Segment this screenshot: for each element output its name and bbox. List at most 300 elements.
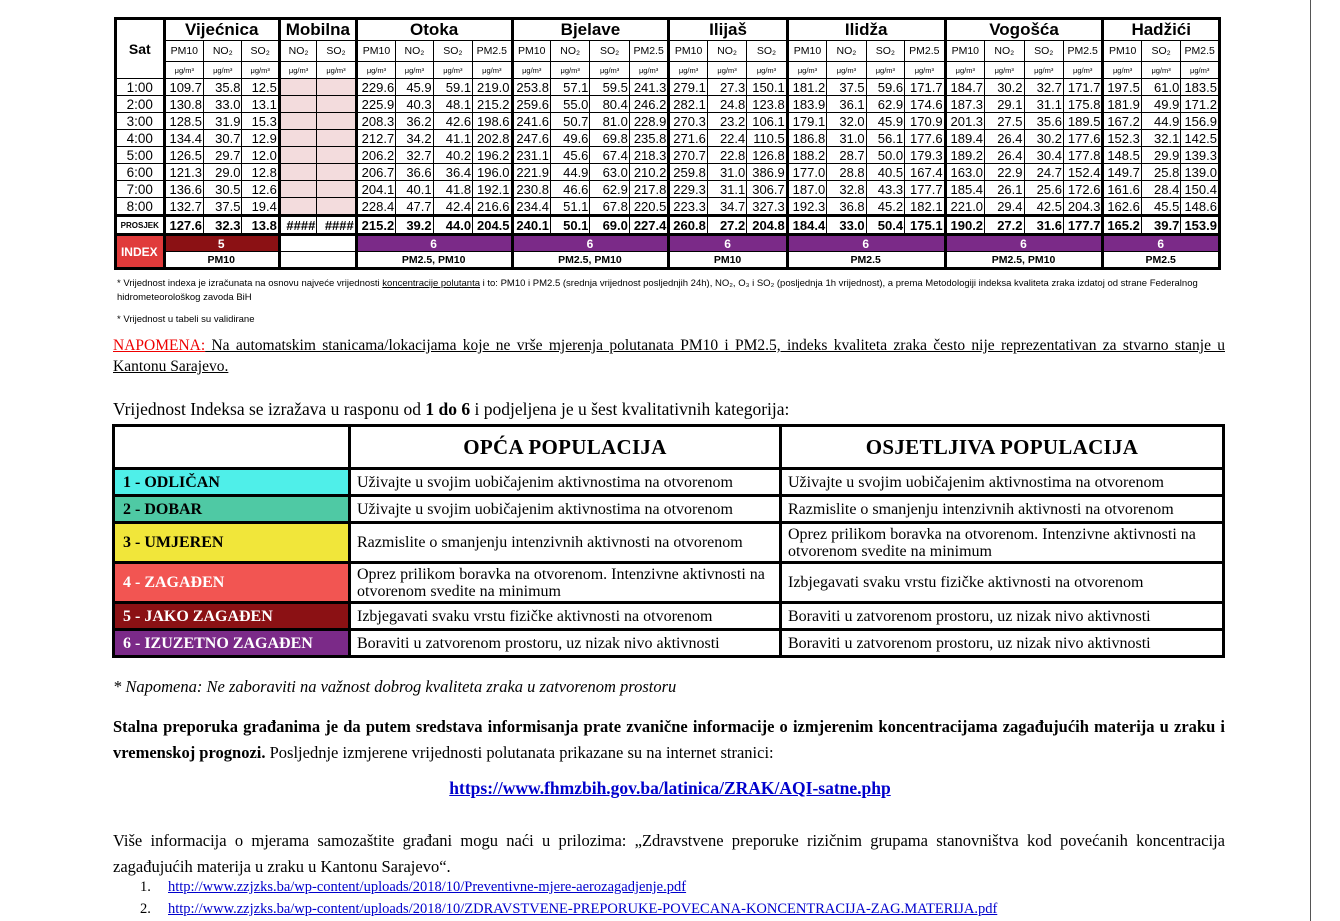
- average-cell: 27.2: [985, 216, 1024, 235]
- value-cell: 24.8: [707, 96, 746, 113]
- average-cell: 153.9: [1181, 216, 1220, 235]
- value-cell: 27.5: [985, 113, 1024, 130]
- value-cell: 25.8: [1141, 164, 1180, 181]
- value-cell: 22.4: [707, 130, 746, 147]
- table-row: [116, 113, 1220, 130]
- value-cell: 282.1: [669, 96, 707, 113]
- sensitive-population-header: OSJETLJIVA POPULACIJA: [781, 426, 1224, 469]
- value-cell: 241.6: [512, 113, 550, 130]
- value-cell: 270.7: [669, 147, 707, 164]
- unit-header: μg/m³: [433, 62, 472, 79]
- unit-header: μg/m³: [629, 62, 669, 79]
- value-cell: 59.1: [433, 79, 472, 96]
- index-calculation-note: * Vrijednost indexa je izračunata na osnovu najveće vrijednosti koncentracije polutanta i to: PM10 i PM2.5 (srednja vrijednost posljednjih 24h), NO₂, O₃ i SO₂ (posljednja 1h vrijednost), a prema Metodologiji indeksa kvaliteta zraka izdatoj od strane Federalnog hidrometeorološkog zavoda BiH: [117, 278, 1198, 303]
- value-cell: 49.9: [1141, 96, 1180, 113]
- value-cell: 198.6: [473, 113, 512, 130]
- value-cell: 132.7: [164, 198, 203, 216]
- value-cell: 33.0: [204, 96, 242, 113]
- category-label: 2 - DOBAR: [114, 496, 350, 523]
- measurements-body: [116, 79, 1220, 269]
- unit-header: μg/m³: [787, 62, 826, 79]
- pollutant-header: NO₂: [707, 41, 746, 62]
- station-name: Hadžići: [1103, 19, 1220, 41]
- index-row: [116, 235, 1220, 252]
- value-cell: 279.1: [669, 79, 707, 96]
- value-cell: 59.6: [866, 79, 904, 96]
- value-cell: 179.1: [787, 113, 826, 130]
- index-pollutant: PM2.5, PM10: [356, 252, 512, 269]
- value-cell: 185.4: [945, 181, 984, 198]
- unit-header: μg/m³: [590, 62, 629, 79]
- value-cell: 46.6: [550, 181, 589, 198]
- value-cell: 189.5: [1063, 113, 1102, 130]
- station-header-row: [116, 19, 1220, 41]
- hour-header: Sat: [116, 19, 165, 79]
- value-cell: 175.8: [1063, 96, 1102, 113]
- value-cell: 148.5: [1103, 147, 1141, 164]
- value-cell: 171.2: [1181, 96, 1220, 113]
- value-cell: 123.8: [747, 96, 788, 113]
- value-cell: [279, 164, 316, 181]
- category-row: [114, 523, 1224, 563]
- unit-header: μg/m³: [204, 62, 242, 79]
- value-cell: 221.0: [945, 198, 984, 216]
- index-pollutant: PM2.5, PM10: [512, 252, 669, 269]
- value-cell: 42.6: [433, 113, 472, 130]
- value-cell: 41.8: [433, 181, 472, 198]
- value-cell: 57.1: [550, 79, 589, 96]
- pollutant-header: SO₂: [1141, 41, 1180, 62]
- unit-header: μg/m³: [512, 62, 550, 79]
- pollutant-header: PM2.5: [1181, 41, 1220, 62]
- value-cell: 139.0: [1181, 164, 1220, 181]
- value-cell: 56.1: [866, 130, 904, 147]
- category-label: 1 - ODLIČAN: [114, 469, 350, 496]
- category-header-row: [114, 426, 1224, 469]
- pollutant-header: PM10: [1103, 41, 1141, 62]
- index-range-intro: Vrijednost Indeksa se izražava u rasponu od 1 do 6 i podjeljena je u šest kvalitativnih kategorija:: [113, 399, 790, 419]
- general-advice: Uživajte u svojim uobičajenim aktivnostima na otvorenom: [350, 469, 781, 496]
- category-label: 4 - ZAGAĐEN: [114, 563, 350, 603]
- value-cell: 130.8: [164, 96, 203, 113]
- value-cell: 206.7: [356, 164, 395, 181]
- value-cell: 31.9: [204, 113, 242, 130]
- pollutant-header: PM10: [164, 41, 203, 62]
- value-cell: 24.7: [1024, 164, 1063, 181]
- value-cell: 177.6: [905, 130, 945, 147]
- value-cell: 28.7: [827, 147, 866, 164]
- general-advice: Boraviti u zatvorenom prostoru, uz nizak nivo aktivnosti: [350, 630, 781, 657]
- value-cell: 12.5: [242, 79, 279, 96]
- pollutant-header: SO₂: [1024, 41, 1063, 62]
- value-cell: [317, 96, 356, 113]
- preventive-measures-link[interactable]: http://www.zzjzks.ba/wp-content/uploads/2018/10/Preventivne-mjere-aerozagadjenje.pdf: [168, 879, 687, 895]
- value-cell: 109.7: [164, 79, 203, 96]
- validation-note: * Vrijednost u tabeli su validirane: [117, 314, 255, 325]
- unit-header: μg/m³: [1181, 62, 1220, 79]
- value-cell: 26.4: [985, 130, 1024, 147]
- health-recommendations-link[interactable]: http://www.zzjzks.ba/wp-content/uploads/2018/10/ZDRAVSTVENE-PREPORUKE-POVECANA-KONCENTRACIJA-ZAG.MATERIJA.pdf: [168, 901, 998, 917]
- value-cell: 188.2: [787, 147, 826, 164]
- value-cell: 170.9: [905, 113, 945, 130]
- value-cell: 28.4: [1141, 181, 1180, 198]
- value-cell: 259.6: [512, 96, 550, 113]
- value-cell: 55.0: [550, 96, 589, 113]
- average-cell: 184.4: [787, 216, 826, 235]
- value-cell: 210.2: [629, 164, 669, 181]
- value-cell: [317, 113, 356, 130]
- value-cell: 246.2: [629, 96, 669, 113]
- value-cell: 81.0: [590, 113, 629, 130]
- pollutant-header: NO₂: [827, 41, 866, 62]
- hour-cell: 6:00: [116, 164, 165, 181]
- table-row: [116, 164, 1220, 181]
- value-cell: [317, 79, 356, 96]
- value-cell: 149.7: [1103, 164, 1141, 181]
- index-value: [279, 235, 356, 252]
- value-cell: 36.1: [827, 96, 866, 113]
- station-name: Mobilna: [279, 19, 356, 41]
- value-cell: 31.0: [707, 164, 746, 181]
- category-table: [112, 424, 1225, 658]
- value-cell: 152.3: [1103, 130, 1141, 147]
- value-cell: 221.9: [512, 164, 550, 181]
- unit-header: μg/m³: [669, 62, 707, 79]
- value-cell: 183.9: [787, 96, 826, 113]
- unit-header: μg/m³: [1063, 62, 1102, 79]
- value-cell: 32.8: [827, 181, 866, 198]
- value-cell: 36.8: [827, 198, 866, 216]
- value-cell: 50.0: [866, 147, 904, 164]
- value-cell: 29.4: [985, 198, 1024, 216]
- table-row: [116, 79, 1220, 96]
- value-cell: 201.3: [945, 113, 984, 130]
- value-cell: 31.1: [1024, 96, 1063, 113]
- average-cell: 33.0: [827, 216, 866, 235]
- value-cell: 50.7: [550, 113, 589, 130]
- hour-cell: 4:00: [116, 130, 165, 147]
- value-cell: 40.2: [433, 147, 472, 164]
- pollutant-header: PM2.5: [629, 41, 669, 62]
- value-cell: 34.2: [396, 130, 433, 147]
- value-cell: 37.5: [204, 198, 242, 216]
- value-cell: 206.2: [356, 147, 395, 164]
- value-cell: 126.8: [747, 147, 788, 164]
- value-cell: 62.9: [590, 181, 629, 198]
- value-cell: 40.3: [396, 96, 433, 113]
- value-cell: 22.9: [985, 164, 1024, 181]
- general-advice: Uživajte u svojim uobičajenim aktivnostima na otvorenom: [350, 496, 781, 523]
- value-cell: 229.3: [669, 181, 707, 198]
- average-cell: 204.5: [473, 216, 512, 235]
- value-cell: 36.4: [433, 164, 472, 181]
- value-cell: 215.2: [473, 96, 512, 113]
- value-cell: 142.5: [1181, 130, 1220, 147]
- list-item: 2. http://www.zzjzks.ba/wp-content/uploads/2018/10/ZDRAVSTVENE-PREPORUKE-POVECANA-KONCENTRACIJA-ZAG.MATERIJA.pdf: [140, 901, 998, 917]
- unit-header: μg/m³: [279, 62, 316, 79]
- sensitive-advice: Boraviti u zatvorenom prostoru, uz nizak nivo aktivnosti: [781, 630, 1224, 657]
- average-cell: 227.4: [629, 216, 669, 235]
- value-cell: 186.8: [787, 130, 826, 147]
- table-row: [116, 130, 1220, 147]
- value-cell: 220.5: [629, 198, 669, 216]
- value-cell: 187.0: [787, 181, 826, 198]
- napomena-text: Na automatskim stanicama/lokacijama koje ne vrše mjerenja polutanata PM10 i PM2.5, indeks kvaliteta zraka često nije reprezentativan za stvarno stanje u Kantonu Sarajevo.: [113, 337, 1225, 375]
- value-cell: [279, 79, 316, 96]
- value-cell: 218.3: [629, 147, 669, 164]
- sensitive-advice: Boraviti u zatvorenom prostoru, uz nizak nivo aktivnosti: [781, 603, 1224, 630]
- value-cell: 156.9: [1181, 113, 1220, 130]
- index-pollutant: PM2.5: [787, 252, 945, 269]
- index-value: 6: [787, 235, 945, 252]
- value-cell: 30.2: [985, 79, 1024, 96]
- value-cell: 63.0: [590, 164, 629, 181]
- average-cell: 31.6: [1024, 216, 1063, 235]
- value-cell: 26.1: [985, 181, 1024, 198]
- index-pollutant: [279, 252, 356, 269]
- index-value: 6: [512, 235, 669, 252]
- index-label: INDEX: [116, 235, 165, 269]
- value-cell: 69.8: [590, 130, 629, 147]
- value-cell: 270.3: [669, 113, 707, 130]
- index-value: 6: [945, 235, 1103, 252]
- value-cell: 37.5: [827, 79, 866, 96]
- value-cell: 171.7: [1063, 79, 1102, 96]
- value-cell: 15.3: [242, 113, 279, 130]
- value-cell: 12.0: [242, 147, 279, 164]
- pollutant-header: PM2.5: [905, 41, 945, 62]
- station-name: Bjelave: [512, 19, 669, 41]
- value-cell: 30.5: [204, 181, 242, 198]
- pollutant-header: SO₂: [242, 41, 279, 62]
- value-cell: 128.5: [164, 113, 203, 130]
- unit-header: μg/m³: [985, 62, 1024, 79]
- value-cell: 183.5: [1181, 79, 1220, 96]
- index-pollutant: PM2.5: [1103, 252, 1220, 269]
- empty-header-cell: [114, 426, 350, 469]
- pollutant-header: PM10: [945, 41, 984, 62]
- value-cell: 36.2: [396, 113, 433, 130]
- average-cell: 69.0: [590, 216, 629, 235]
- hour-cell: 1:00: [116, 79, 165, 96]
- value-cell: [317, 164, 356, 181]
- value-cell: 45.6: [550, 147, 589, 164]
- value-cell: 61.0: [1141, 79, 1180, 96]
- value-cell: [279, 130, 316, 147]
- value-cell: 45.9: [396, 79, 433, 96]
- value-cell: 230.8: [512, 181, 550, 198]
- value-cell: 192.1: [473, 181, 512, 198]
- pollutant-header: NO₂: [279, 41, 316, 62]
- aqi-link[interactable]: https://www.fhmzbih.gov.ba/latinica/ZRAK/AQI-satne.php: [449, 778, 891, 798]
- value-cell: 40.5: [866, 164, 904, 181]
- value-cell: 223.3: [669, 198, 707, 216]
- value-cell: 171.7: [905, 79, 945, 96]
- value-cell: 216.6: [473, 198, 512, 216]
- more-info-paragraph: Više informacija o mjerama samozaštite građani mogu naći u prilozima: „Zdravstvene preporuke rizičnim grupama stanovništva kod povećanih koncentracija zagađujućih materija u zraku u Kantonu Sarajevo“.: [113, 831, 1225, 876]
- station-name: Ilijaš: [669, 19, 787, 41]
- value-cell: 231.1: [512, 147, 550, 164]
- sensitive-advice: Oprez prilikom boravka na otvorenom. Intenzivne aktivnosti na otvorenom svedite na minimum: [781, 523, 1224, 563]
- index-value: 6: [669, 235, 787, 252]
- pollutant-header: NO₂: [204, 41, 242, 62]
- index-pollutant: PM10: [669, 252, 787, 269]
- value-cell: 45.2: [866, 198, 904, 216]
- value-cell: 30.2: [1024, 130, 1063, 147]
- hour-cell: 5:00: [116, 147, 165, 164]
- value-cell: [279, 147, 316, 164]
- value-cell: 29.0: [204, 164, 242, 181]
- value-cell: 19.4: [242, 198, 279, 216]
- general-population-header: OPĆA POPULACIJA: [350, 426, 781, 469]
- unit-header: μg/m³: [164, 62, 203, 79]
- pollutant-header: NO₂: [985, 41, 1024, 62]
- value-cell: 32.7: [396, 147, 433, 164]
- value-cell: 12.8: [242, 164, 279, 181]
- value-cell: 306.7: [747, 181, 788, 198]
- value-cell: 152.4: [1063, 164, 1102, 181]
- unit-header: μg/m³: [905, 62, 945, 79]
- pollutant-header: SO₂: [747, 41, 788, 62]
- value-cell: 121.3: [164, 164, 203, 181]
- value-cell: 228.9: [629, 113, 669, 130]
- value-cell: 136.6: [164, 181, 203, 198]
- index-value: 6: [1103, 235, 1220, 252]
- value-cell: 192.3: [787, 198, 826, 216]
- value-cell: 35.8: [204, 79, 242, 96]
- general-advice: Razmislite o smanjenju intenzivnih aktivnosti na otvorenom: [350, 523, 781, 563]
- value-cell: 174.6: [905, 96, 945, 113]
- value-cell: 181.9: [1103, 96, 1141, 113]
- general-advice: Izbjegavati svaku vrstu fizičke aktivnosti na otvorenom: [350, 603, 781, 630]
- value-cell: 189.2: [945, 147, 984, 164]
- value-cell: 167.4: [905, 164, 945, 181]
- average-label: PROSJEK: [116, 216, 165, 235]
- value-cell: 228.4: [356, 198, 395, 216]
- value-cell: 187.3: [945, 96, 984, 113]
- value-cell: 197.5: [1103, 79, 1141, 96]
- unit-header: μg/m³: [747, 62, 788, 79]
- average-cell: 165.2: [1103, 216, 1141, 235]
- hour-cell: 7:00: [116, 181, 165, 198]
- value-cell: 31.0: [827, 130, 866, 147]
- value-cell: 44.9: [1141, 113, 1180, 130]
- value-cell: 25.6: [1024, 181, 1063, 198]
- recommendation-paragraph: Stalna preporuka građanima je da putem sredstava informisanja prate zvanične informacije o izmjerenim koncentracijama zagađujućih materija u zraku i vremenskoj prognozi. Posljednje izmjerene vrijednosti polutanata prikazane su na internet stranici:: [113, 717, 1225, 762]
- average-cell: 190.2: [945, 216, 984, 235]
- value-cell: 235.8: [629, 130, 669, 147]
- average-cell: 27.2: [707, 216, 746, 235]
- unit-header: μg/m³: [1103, 62, 1141, 79]
- value-cell: 80.4: [590, 96, 629, 113]
- unit-header: μg/m³: [866, 62, 904, 79]
- value-cell: 181.2: [787, 79, 826, 96]
- page-edge: [1310, 0, 1311, 921]
- value-cell: 34.7: [707, 198, 746, 216]
- average-cell: ####: [279, 216, 316, 235]
- napomena-label: NAPOMENA:: [113, 337, 206, 354]
- value-cell: 49.6: [550, 130, 589, 147]
- unit-header: μg/m³: [827, 62, 866, 79]
- station-name: Vogošća: [945, 19, 1103, 41]
- sensitive-advice: Izbjegavati svaku vrstu fizičke aktivnosti na otvorenom: [781, 563, 1224, 603]
- index-value: 6: [356, 235, 512, 252]
- value-cell: 217.8: [629, 181, 669, 198]
- value-cell: 229.6: [356, 79, 395, 96]
- average-cell: 32.3: [204, 216, 242, 235]
- average-cell: 39.2: [396, 216, 433, 235]
- value-cell: 32.1: [1141, 130, 1180, 147]
- value-cell: 40.1: [396, 181, 433, 198]
- average-cell: 177.7: [1063, 216, 1102, 235]
- value-cell: 177.0: [787, 164, 826, 181]
- value-cell: 110.5: [747, 130, 788, 147]
- value-cell: 59.5: [590, 79, 629, 96]
- value-cell: 167.2: [1103, 113, 1141, 130]
- value-cell: 247.6: [512, 130, 550, 147]
- value-cell: 253.8: [512, 79, 550, 96]
- average-cell: 44.0: [433, 216, 472, 235]
- index-pollutant: PM2.5, PM10: [945, 252, 1103, 269]
- value-cell: 12.9: [242, 130, 279, 147]
- value-cell: 26.4: [985, 147, 1024, 164]
- pollutant-header: PM10: [787, 41, 826, 62]
- unit-header-row: [116, 62, 1220, 79]
- value-cell: [317, 130, 356, 147]
- average-cell: 13.8: [242, 216, 279, 235]
- category-label: 3 - UMJEREN: [114, 523, 350, 563]
- value-cell: [279, 96, 316, 113]
- value-cell: 30.7: [204, 130, 242, 147]
- index-value: 5: [164, 235, 279, 252]
- category-row: [114, 496, 1224, 523]
- value-cell: 208.3: [356, 113, 395, 130]
- table-row: [116, 181, 1220, 198]
- hour-cell: 8:00: [116, 198, 165, 216]
- value-cell: 150.4: [1181, 181, 1220, 198]
- pollutant-header: PM2.5: [473, 41, 512, 62]
- value-cell: 327.3: [747, 198, 788, 216]
- value-cell: 12.6: [242, 181, 279, 198]
- sensitive-advice: Razmislite o smanjenju intenzivnih aktivnosti na otvorenom: [781, 496, 1224, 523]
- unit-header: μg/m³: [550, 62, 589, 79]
- value-cell: 204.3: [1063, 198, 1102, 216]
- average-cell: 39.7: [1141, 216, 1180, 235]
- value-cell: 44.9: [550, 164, 589, 181]
- pollutant-header: PM2.5: [1063, 41, 1102, 62]
- value-cell: 29.9: [1141, 147, 1180, 164]
- average-cell: 215.2: [356, 216, 395, 235]
- value-cell: 27.3: [707, 79, 746, 96]
- general-advice: Oprez prilikom boravka na otvorenom. Intenzivne aktivnosti na otvorenom svedite na minimum: [350, 563, 781, 603]
- pollutant-header: SO₂: [590, 41, 629, 62]
- value-cell: 32.0: [827, 113, 866, 130]
- average-row: [116, 216, 1220, 235]
- value-cell: 212.7: [356, 130, 395, 147]
- station-name: Vijećnica: [164, 19, 279, 41]
- unit-header: μg/m³: [356, 62, 395, 79]
- value-cell: 51.1: [550, 198, 589, 216]
- value-cell: 48.1: [433, 96, 472, 113]
- napomena-paragraph: [113, 335, 1225, 377]
- value-cell: 42.5: [1024, 198, 1063, 216]
- value-cell: 196.2: [473, 147, 512, 164]
- hour-cell: 3:00: [116, 113, 165, 130]
- value-cell: [279, 181, 316, 198]
- pollutant-header: PM10: [356, 41, 395, 62]
- value-cell: 32.7: [1024, 79, 1063, 96]
- air-quality-table: [114, 17, 1221, 270]
